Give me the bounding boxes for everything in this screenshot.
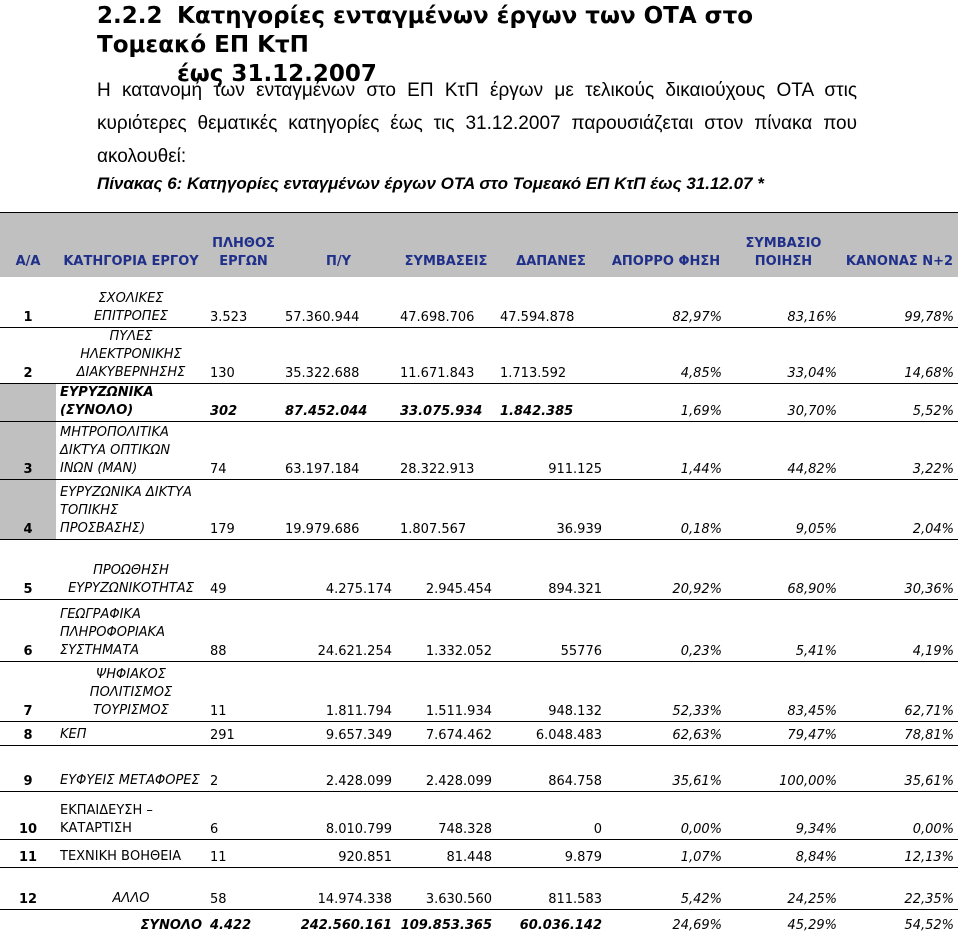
- header-contracts: ΣΥΜΒΑΣΕΙΣ: [396, 213, 496, 278]
- total-expenses: 60.036.142: [519, 918, 602, 933]
- row-contracts: 28.322.913: [396, 421, 496, 479]
- row-expenses: 55776: [496, 599, 606, 661]
- header-expenses: ΔΑΠΑΝΕΣ: [496, 213, 606, 278]
- row-count: 58: [206, 867, 281, 909]
- row-absorption: 62,63%: [606, 721, 726, 745]
- row-absorption: 20,92%: [606, 539, 726, 599]
- row-contracts: 11.671.843: [396, 327, 496, 383]
- row-budget: 2.428.099: [281, 745, 396, 791]
- table-row: [0, 721, 958, 745]
- row-contracting: 9,05%: [726, 479, 841, 539]
- row-contracts: 3.630.560: [396, 867, 496, 909]
- row-contracting: 44,82%: [726, 421, 841, 479]
- row-contracting: 33,04%: [726, 327, 841, 383]
- paragraph-line-1: Η κατανομή των ενταγμένων στο ΕΠ ΚτΠ έργων με τελικούς δικαιούχους ΟΤΑ στις: [97, 80, 857, 101]
- row-n2: 62,71%: [841, 661, 958, 721]
- table-row: [0, 745, 958, 791]
- row-absorption: 1,44%: [606, 421, 726, 479]
- row-n2: 99,78%: [841, 277, 958, 327]
- row-absorption: 82,97%: [606, 277, 726, 327]
- row-budget: 1.811.794: [281, 661, 396, 721]
- row-contracts: 2.428.099: [396, 745, 496, 791]
- row-count: 2: [206, 745, 281, 791]
- row-n2: 78,81%: [841, 721, 958, 745]
- row-n2: 12,13%: [841, 839, 958, 867]
- header-n2-rule: ΚΑΝΟΝΑΣ Ν+2: [841, 213, 958, 278]
- row-contracts: 47.698.706: [396, 277, 496, 327]
- row-id: 6: [0, 599, 56, 661]
- row-category: ΠΥΛΕΣ ΗΛΕΚΤΡΟΝΙΚΗΣ ΔΙΑΚΥΒΕΡΝΗΣΗΣ: [56, 327, 206, 383]
- table-row: [0, 277, 958, 327]
- row-contracts: 1.511.934: [396, 661, 496, 721]
- row-count: 88: [206, 599, 281, 661]
- row-absorption: 52,33%: [606, 661, 726, 721]
- row-contracts: 1.332.052: [396, 599, 496, 661]
- table-row: [0, 791, 958, 839]
- row-category: ΤΕΧΝΙΚΗ ΒΟΗΘΕΙΑ: [56, 839, 206, 867]
- header-absorption: ΑΠΟΡΡΟ ΦΗΣΗ: [606, 213, 726, 278]
- row-id: 7: [0, 661, 56, 721]
- row-absorption: 0,23%: [606, 599, 726, 661]
- categories-table: [0, 212, 958, 935]
- row-contracts: 1.807.567: [396, 479, 496, 539]
- row-id: 8: [0, 721, 56, 745]
- row-category: ΑΛΛΟ: [56, 867, 206, 909]
- paragraph-line-3: ακολουθεί:: [97, 146, 187, 167]
- total-absorption: 24,69%: [672, 918, 722, 933]
- row-absorption: 0,00%: [606, 791, 726, 839]
- row-count: 49: [206, 539, 281, 599]
- row-contracting: 24,25%: [726, 867, 841, 909]
- row-n2: 30,36%: [841, 539, 958, 599]
- row-budget: 63.197.184: [281, 421, 396, 479]
- row-contracts: 7.674.462: [396, 721, 496, 745]
- table-row: [0, 599, 958, 661]
- row-n2: 4,19%: [841, 599, 958, 661]
- row-contracting: 83,45%: [726, 661, 841, 721]
- row-category: ΚΕΠ: [56, 721, 206, 745]
- row-count: 302: [206, 383, 281, 421]
- row-absorption: 4,85%: [606, 327, 726, 383]
- row-id: 2: [0, 327, 56, 383]
- row-n2: 14,68%: [841, 327, 958, 383]
- row-expenses: 36.939: [496, 479, 606, 539]
- row-category: ΣΧΟΛΙΚΕΣ ΕΠΙΤΡΟΠΕΣ: [56, 277, 206, 327]
- row-id: 4: [0, 479, 56, 539]
- row-contracts: 2.945.454: [396, 539, 496, 599]
- row-absorption: 0,18%: [606, 479, 726, 539]
- table-row-subtotal: [0, 383, 958, 421]
- row-category: ΠΡΟΩΘΗΣΗ ΕΥΡΥΖΩΝΙΚΟΤΗΤΑΣ: [56, 539, 206, 599]
- row-category: ΕΥΡΥΖΩΝΙΚΑ (ΣΥΝΟΛΟ): [56, 383, 206, 421]
- row-contracting: 79,47%: [726, 721, 841, 745]
- row-expenses: 0: [496, 791, 606, 839]
- row-expenses: 1.842.385: [496, 383, 606, 421]
- row-id: [0, 383, 56, 421]
- row-budget: 19.979.686: [281, 479, 396, 539]
- row-contracting: 68,90%: [726, 539, 841, 599]
- table-header-row: [0, 213, 958, 278]
- row-absorption: 1,69%: [606, 383, 726, 421]
- row-expenses: 911.125: [496, 421, 606, 479]
- row-count: 130: [206, 327, 281, 383]
- row-category: ΕΥΦΥΕΙΣ ΜΕΤΑΦΟΡΕΣ: [56, 745, 206, 791]
- row-expenses: 9.879: [496, 839, 606, 867]
- table-row: [0, 539, 958, 599]
- section-number: 2.2.2: [97, 3, 163, 29]
- row-expenses: 811.583: [496, 867, 606, 909]
- row-contracts: 33.075.934: [396, 383, 496, 421]
- row-contracting: 83,16%: [726, 277, 841, 327]
- row-contracting: 30,70%: [726, 383, 841, 421]
- table-row: [0, 421, 958, 479]
- row-budget: 920.851: [281, 839, 396, 867]
- row-id: 3: [0, 421, 56, 479]
- total-n2: 54,52%: [904, 918, 954, 933]
- row-category: ΜΗΤΡΟΠΟΛΙΤΙΚΑ ΔΙΚΤΥΑ ΟΠΤΙΚΩΝ ΙΝΩΝ (MAN): [56, 421, 206, 479]
- total-count: 4.422: [210, 918, 252, 933]
- table-row: [0, 839, 958, 867]
- row-id: 11: [0, 839, 56, 867]
- row-count: 291: [206, 721, 281, 745]
- header-contracting: ΣΥΜΒΑΣΙΟ ΠΟΙΗΣΗ: [726, 213, 841, 278]
- row-budget: 4.275.174: [281, 539, 396, 599]
- row-contracting: 100,00%: [726, 745, 841, 791]
- row-category: ΕΥΡΥΖΩΝΙΚΑ ΔΙΚΤΥΑ ΤΟΠΙΚΗΣ ΠΡΟΣΒΑΣΗΣ): [56, 479, 206, 539]
- row-category: ΕΚΠΑΙΔΕΥΣΗ – ΚΑΤΑΡΤΙΣΗ: [56, 791, 206, 839]
- row-count: 11: [206, 661, 281, 721]
- header-count: ΠΛΗΘΟΣ ΕΡΓΩΝ: [206, 213, 281, 278]
- header-category: ΚΑΤΗΓΟΡΙΑ ΕΡΓΟΥ: [56, 213, 206, 278]
- section-title-line1: Κατηγορίες ενταγμένων έργων των ΟΤΑ στο Τομεακό ΕΠ ΚτΠ: [97, 3, 754, 58]
- intro-paragraph: [97, 74, 857, 173]
- header-aa: Α/Α: [0, 213, 56, 278]
- row-expenses: 47.594.878: [496, 277, 606, 327]
- total-contracting: 45,29%: [787, 918, 837, 933]
- row-n2: 5,52%: [841, 383, 958, 421]
- row-budget: 8.010.799: [281, 791, 396, 839]
- row-id: 5: [0, 539, 56, 599]
- row-category: ΓΕΩΓΡΑΦΙΚΑ ΠΛΗΡΟΦΟΡΙΑΚΑ ΣΥΣΤΗΜΑΤΑ: [56, 599, 206, 661]
- row-n2: 2,04%: [841, 479, 958, 539]
- section-title-line2: έως 31.12.2007: [177, 61, 377, 87]
- header-budget: Π/Υ: [281, 213, 396, 278]
- row-budget: 35.322.688: [281, 327, 396, 383]
- row-expenses: 1.713.592: [496, 327, 606, 383]
- row-budget: 14.974.338: [281, 867, 396, 909]
- table-row: [0, 327, 958, 383]
- total-label: ΣΥΝΟΛΟ: [140, 918, 202, 933]
- row-contracting: 8,84%: [726, 839, 841, 867]
- row-id: 9: [0, 745, 56, 791]
- row-category: ΨΗΦΙΑΚΟΣ ΠΟΛΙΤΙΣΜΟΣ ΤΟΥΡΙΣΜΟΣ: [56, 661, 206, 721]
- row-id: 1: [0, 277, 56, 327]
- row-contracts: 81.448: [396, 839, 496, 867]
- row-expenses: 894.321: [496, 539, 606, 599]
- row-n2: 22,35%: [841, 867, 958, 909]
- row-expenses: 864.758: [496, 745, 606, 791]
- row-expenses: 948.132: [496, 661, 606, 721]
- row-id: 12: [0, 867, 56, 909]
- total-contracts: 109.853.365: [400, 918, 492, 933]
- row-contracting: 9,34%: [726, 791, 841, 839]
- row-absorption: 1,07%: [606, 839, 726, 867]
- row-n2: 35,61%: [841, 745, 958, 791]
- row-count: 179: [206, 479, 281, 539]
- paragraph-line-2: κυριότερες θεματικές κατηγορίες έως τις 31.12.2007 παρουσιάζεται στον πίνακα που: [97, 113, 857, 134]
- row-id: 10: [0, 791, 56, 839]
- row-contracts: 748.328: [396, 791, 496, 839]
- row-count: 74: [206, 421, 281, 479]
- row-absorption: 5,42%: [606, 867, 726, 909]
- table-row: [0, 661, 958, 721]
- row-count: 6: [206, 791, 281, 839]
- row-absorption: 35,61%: [606, 745, 726, 791]
- row-n2: 3,22%: [841, 421, 958, 479]
- row-budget: 24.621.254: [281, 599, 396, 661]
- row-n2: 0,00%: [841, 791, 958, 839]
- row-budget: 87.452.044: [281, 383, 396, 421]
- table-total-row: [0, 909, 958, 935]
- table-row: [0, 479, 958, 539]
- total-budget: 242.560.161: [300, 918, 392, 933]
- row-contracting: 5,41%: [726, 599, 841, 661]
- row-count: 3.523: [206, 277, 281, 327]
- table-caption: Πίνακας 6: Κατηγορίες ενταγμένων έργων ΟΤΑ στο Τομεακό ΕΠ ΚτΠ έως 31.12.07 *: [97, 174, 764, 193]
- total-spacer: [0, 909, 56, 935]
- row-count: 11: [206, 839, 281, 867]
- row-expenses: 6.048.483: [496, 721, 606, 745]
- row-budget: 9.657.349: [281, 721, 396, 745]
- row-budget: 57.360.944: [281, 277, 396, 327]
- table-row: [0, 867, 958, 909]
